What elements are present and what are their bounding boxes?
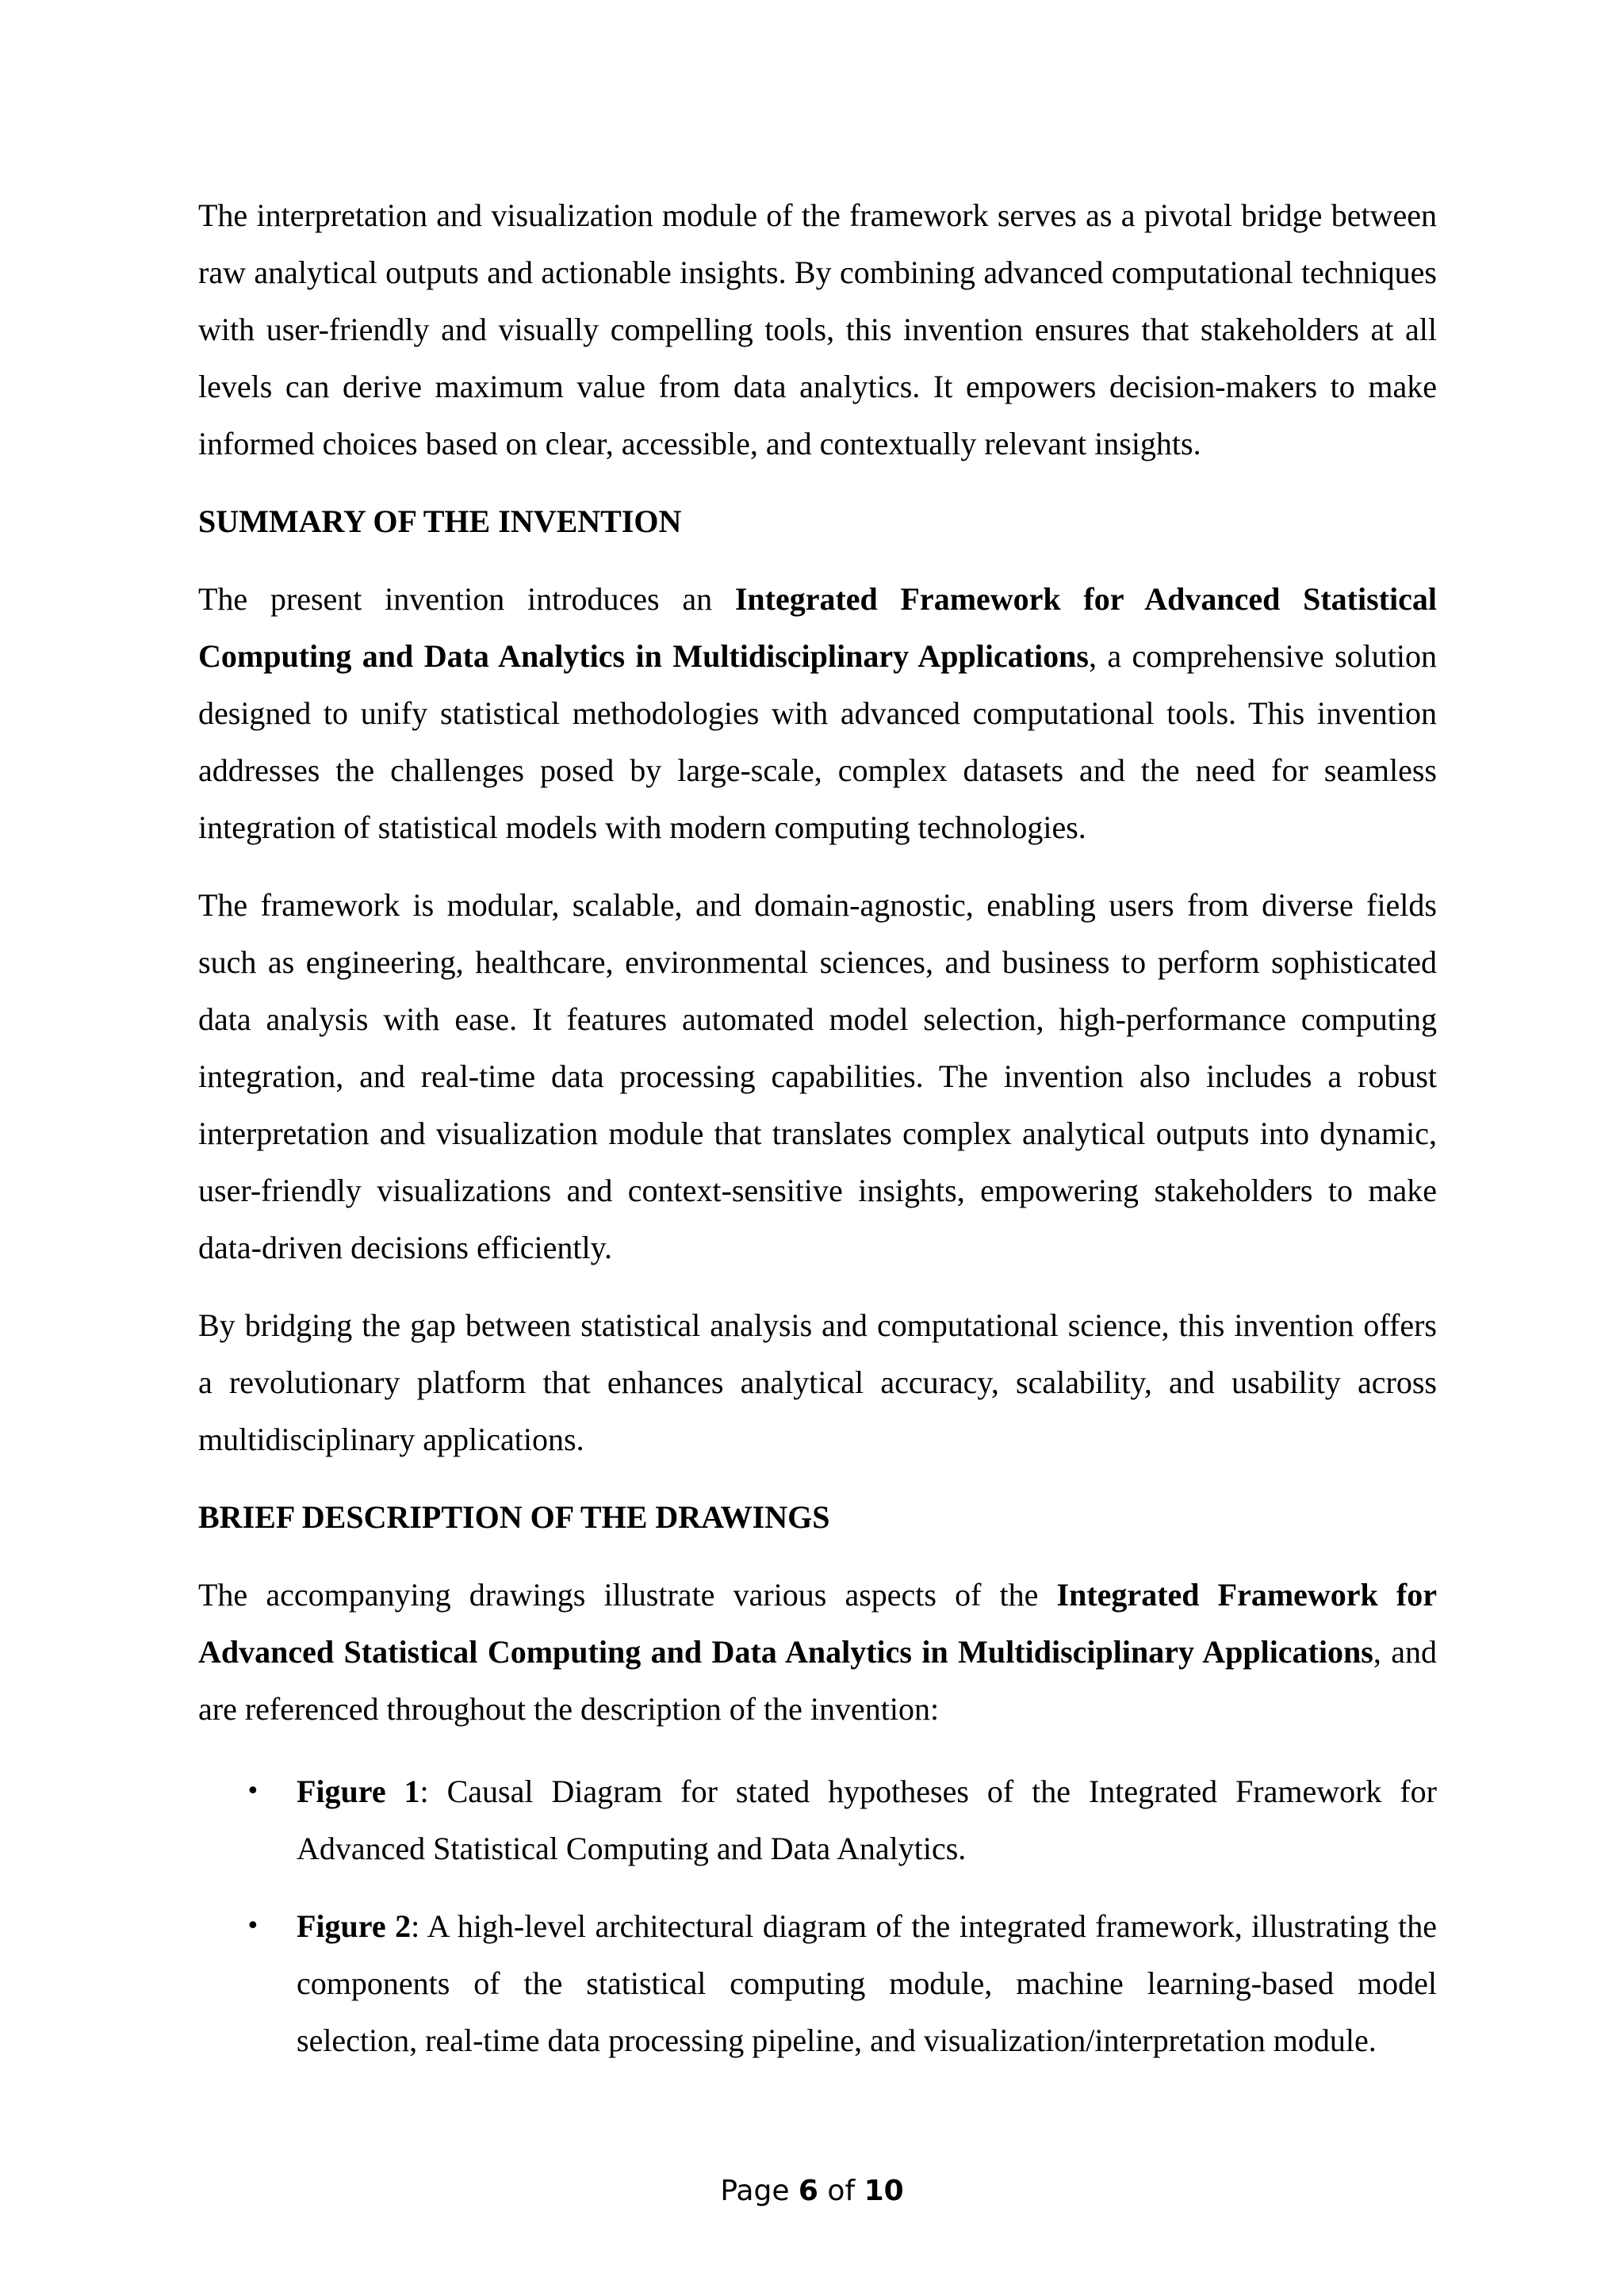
paragraph-interpretation-module: The interpretation and visualization module of the framework serves as a pivotal bridge between raw analytical outputs and actionable insights. By combining advanced computational techniques with user-friendly and visually compelling tools, this invention ensures that stakeholders at all levels can derive maximum value from data analytics. It empowers decision-makers to make informed choices based on clear, accessible, and contextually relevant insights.	[198, 197, 1437, 461]
figure-list-item	[198, 1763, 1437, 1877]
paragraph-bridging-gap: By bridging the gap between statistical analysis and computational science, this invention offers a revolutionary platform that enhances analytical accuracy, scalability, and usability across multidisciplinary applications.	[198, 1307, 1437, 1457]
figure-label: Figure 1	[297, 1774, 420, 1809]
figure-description: : A high-level architectural diagram of the integrated framework, illustrating the components of the statistical computing module, machine learning-based model selection, real-time data processing pipeline, and visualization/interpretation module.	[297, 1908, 1438, 2058]
heading-summary: SUMMARY OF THE INVENTION	[198, 503, 682, 539]
figure-list-item	[198, 1898, 1437, 2069]
drawings-intro-text: The accompanying drawings illustrate various aspects of the	[198, 1577, 1057, 1613]
page-separator: of	[818, 2175, 864, 2207]
page-prefix: Page	[720, 2175, 799, 2207]
figure-description: : Causal Diagram for stated hypotheses of the Integrated Framework for Advanced Statistical Computing and Data Analytics.	[297, 1774, 1438, 1866]
framework-title-bold: Integrated Framework for Advanced Statistical Computing and Data Analytics in Multidisciplinary Applications	[198, 581, 1437, 674]
figure-list	[198, 1763, 1437, 2069]
bullet-icon: •	[246, 1777, 260, 1805]
summary-intro-rest: , a comprehensive solution designed to unify statistical methodologies with advanced computational tools. This invention addresses the challenges posed by large-scale, complex datasets and the need for seamless integration of statistical models with modern computing technologies.	[198, 638, 1437, 845]
paragraph-summary-intro	[198, 571, 1437, 856]
page-body	[198, 187, 1437, 2090]
total-page-count: 10	[864, 2175, 904, 2207]
drawings-framework-title-bold: Integrated Framework for Advanced Statistical Computing and Data Analytics in Multidisciplinary Applications	[198, 1577, 1437, 1670]
figure-label: Figure 2	[297, 1908, 412, 1944]
paragraph-framework-features: The framework is modular, scalable, and domain-agnostic, enabling users from diverse fields such as engineering, healthcare, environmental sciences, and business to perform sophisticated data analysis with ease. It features automated model selection, high-performance computing integration, and real-time data processing capabilities. The invention also includes a robust interpretation and visualization module that translates complex analytical outputs into dynamic, user-friendly visualizations and context-sensitive insights, empowering stakeholders to make data-driven decisions efficiently.	[198, 887, 1437, 1265]
heading-drawings: BRIEF DESCRIPTION OF THE DRAWINGS	[198, 1499, 830, 1535]
bullet-icon: •	[246, 1912, 260, 1940]
summary-intro-text: The present invention introduces an	[198, 581, 735, 617]
page-number-footer	[0, 2172, 1624, 2210]
paragraph-drawings-intro	[198, 1567, 1437, 1738]
current-page-number: 6	[798, 2175, 818, 2207]
drawings-intro-rest: , and are referenced throughout the description of the invention:	[198, 1634, 1437, 1727]
